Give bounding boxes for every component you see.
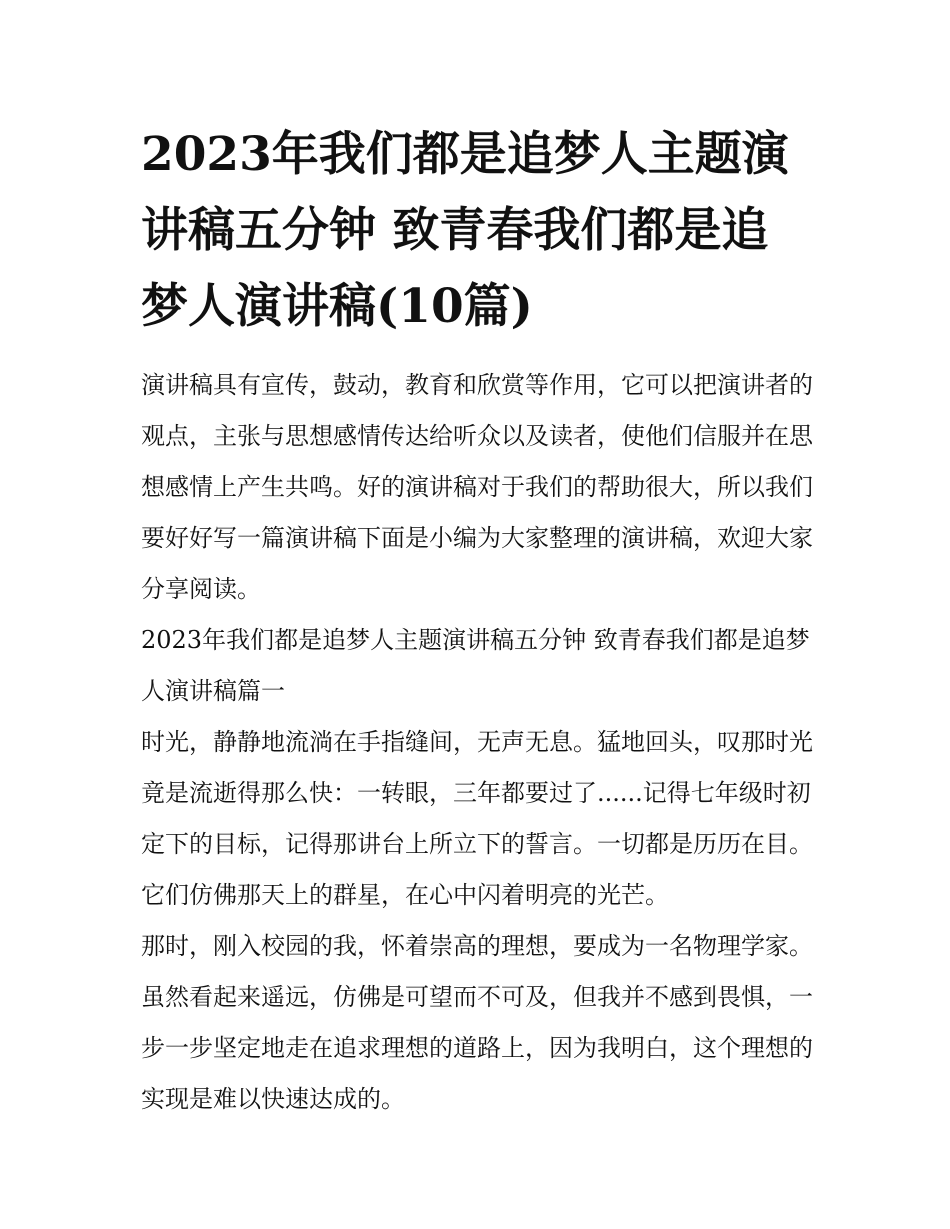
section-heading: 2023年我们都是追梦人主题演讲稿五分钟 致青春我们都是追梦人演讲稿篇一: [141, 626, 810, 705]
document-title: 2023年我们都是追梦人主题演讲稿五分钟 致青春我们都是追梦人演讲稿(10篇): [141, 127, 789, 334]
intro-paragraph: 演讲稿具有宣传，鼓动，教育和欣赏等作用，它可以把演讲者的观点，主张与思想感情传达给听众以及读者，使他们信服并在思想感情上产生共鸣。好的演讲稿对于我们的帮助很大，所以我们要好好写一篇演讲稿下面是小编为大家整理的演讲稿，欢迎大家分享阅读。: [141, 371, 813, 603]
document-page: [141, 117, 813, 1125]
body-paragraph-2: 那时，刚入校园的我，怀着崇高的理想，要成为一名物理学家。虽然看起来遥远，仿佛是可望而不可及，但我并不感到畏惧，一步一步坚定地走在追求理想的道路上，因为我明白，这个理想的实现是难以快速达成的。: [141, 932, 813, 1113]
body-paragraph-1: 时光，静静地流淌在手指缝间，无声无息。猛地回头，叹那时光竟是流逝得那么快：一转眼，三年都要过了......记得七年级时初定下的目标，记得那讲台上所立下的誓言。一切都是历历在目。它们仿佛那天上的群星，在心中闪着明亮的光芒。: [141, 728, 813, 909]
